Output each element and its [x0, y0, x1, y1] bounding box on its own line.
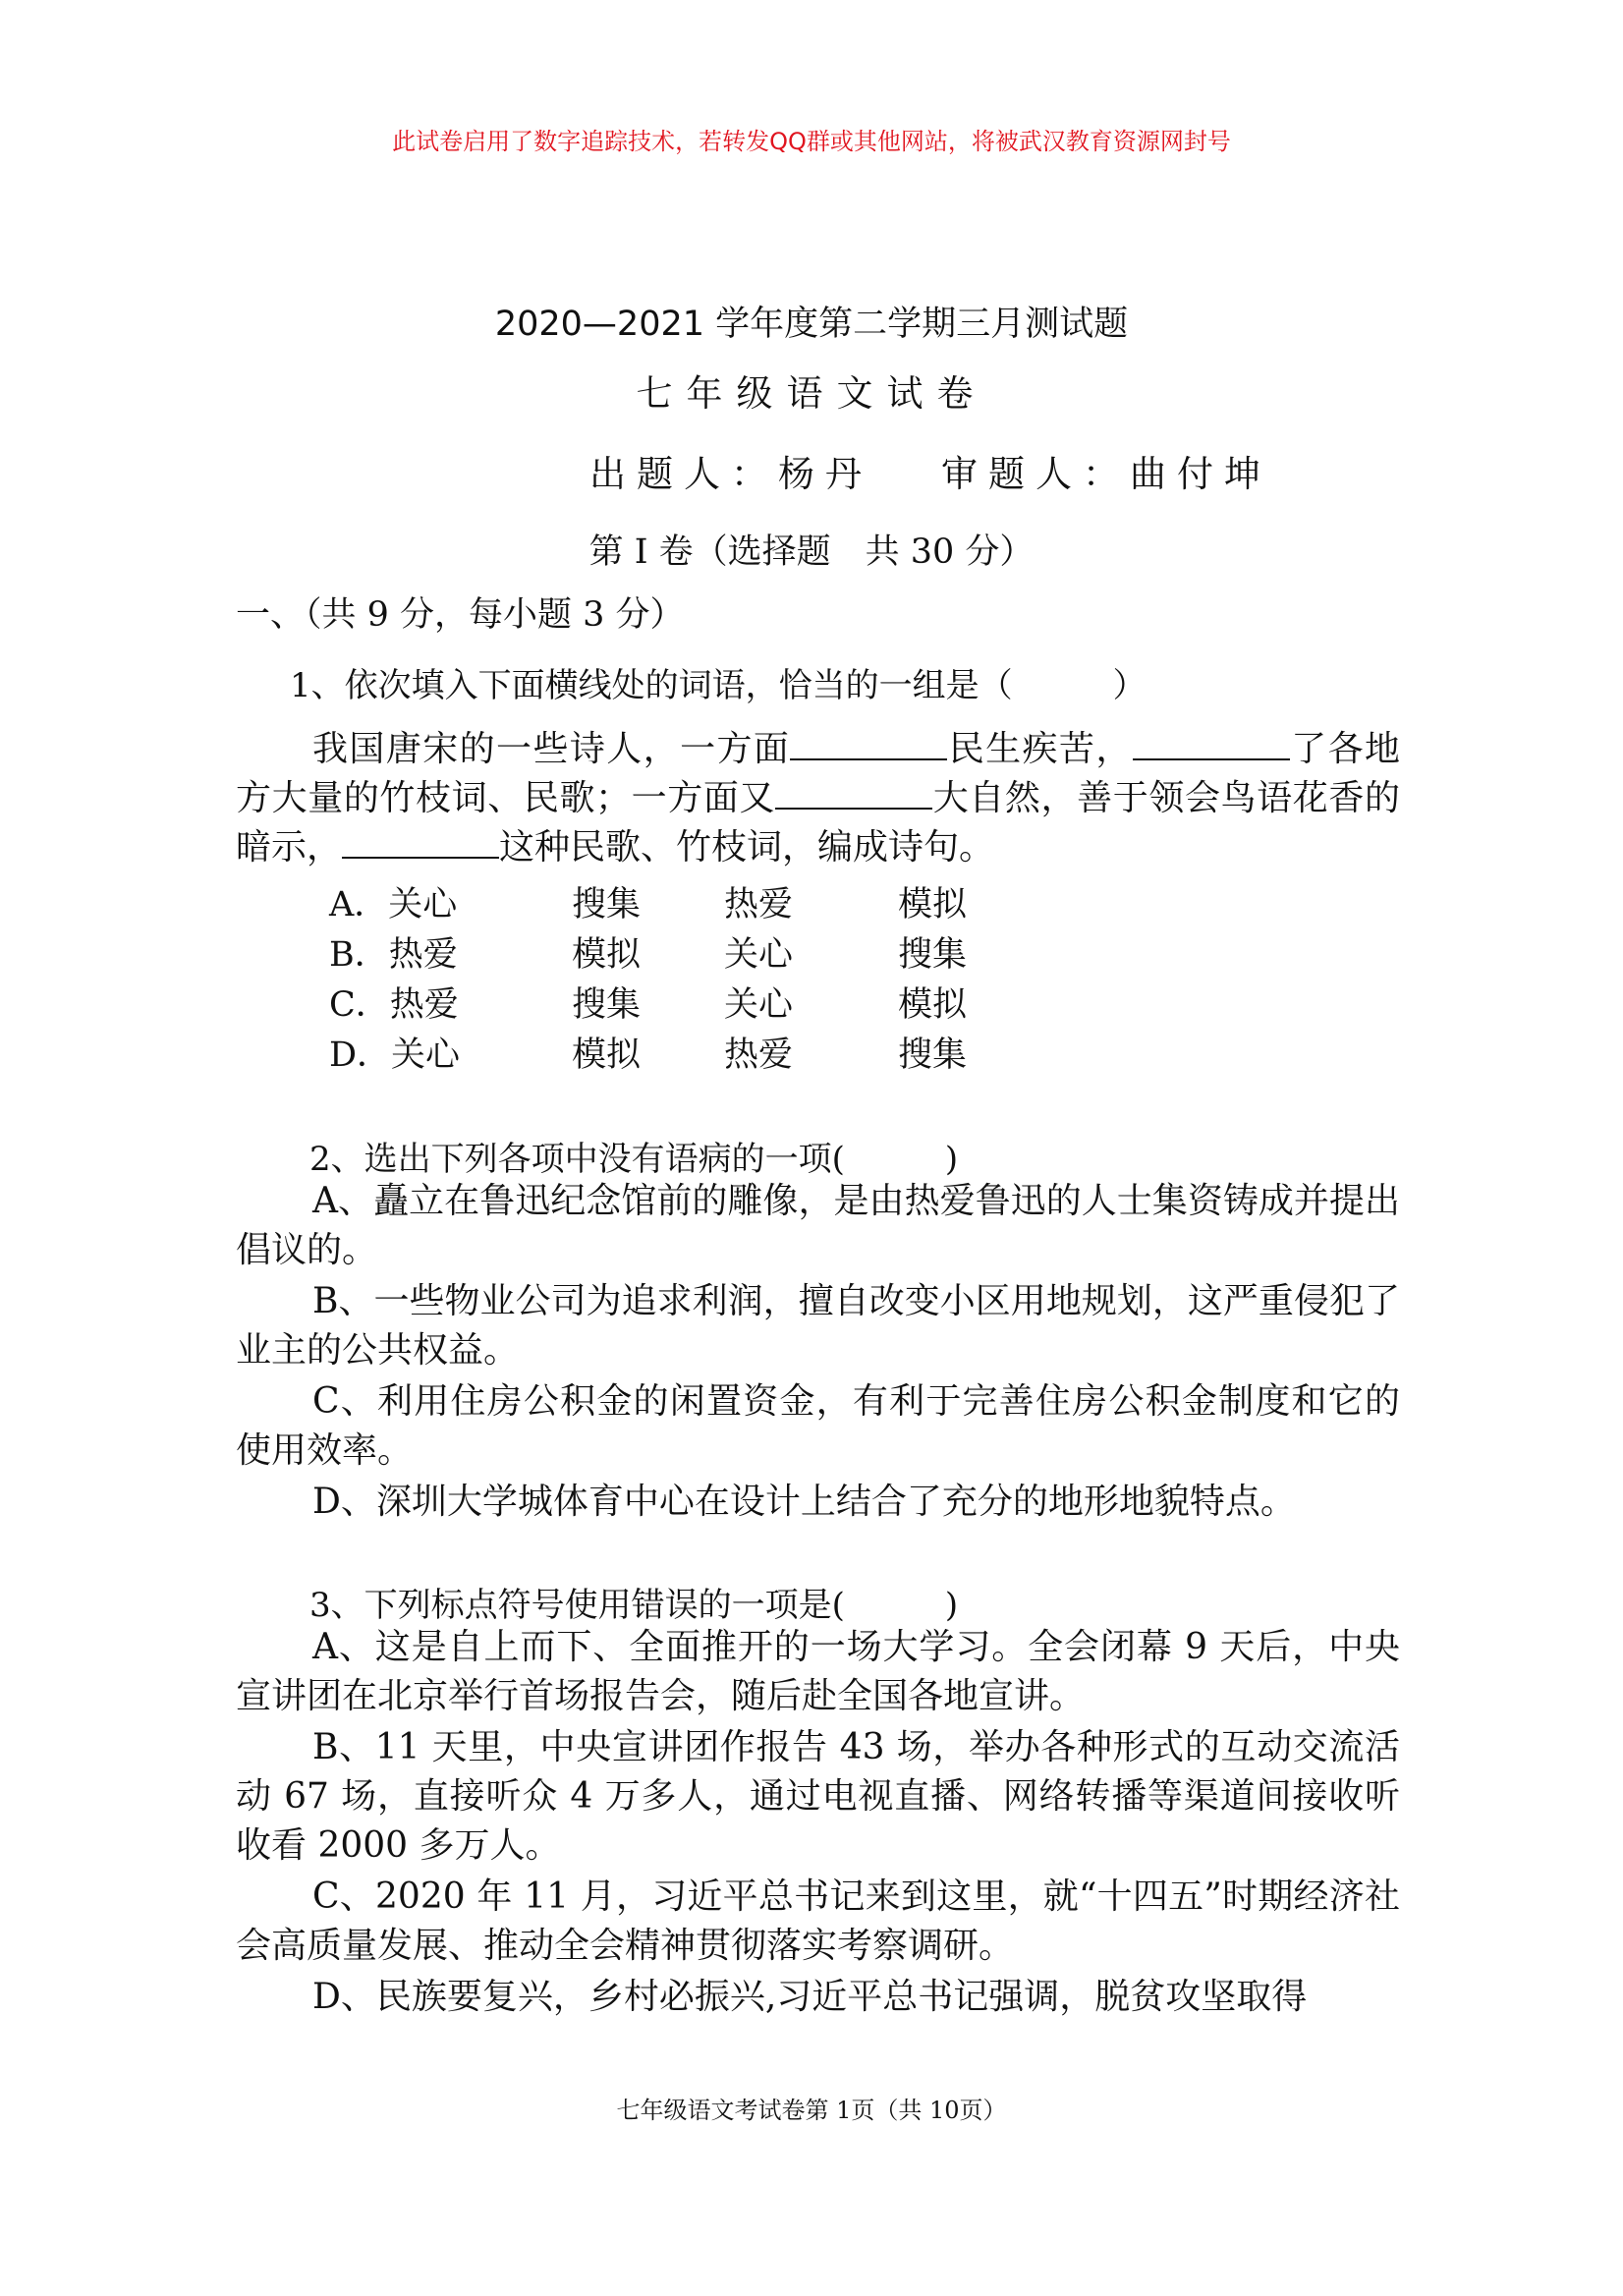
- question-2-option-b: B、一些物业公司为追求利润，擅自改变小区用地规划，这严重侵犯了业主的公共权益。: [236, 1281, 1400, 1371]
- author-label: 出题人：杨丹: [589, 453, 872, 495]
- passage-part-1: 我国唐宋的一些诗人，一方面: [312, 729, 791, 769]
- passage-part-4: 大自然，善于领会鸟语花香的暗示，: [236, 778, 1400, 868]
- part-title: 第 I 卷（选择题 共 30 分）: [588, 532, 1035, 572]
- question-3-option-b: B、11 天里，中央宣讲团作报告 43 场，举办各种形式的互动交流活动 67 场，直接听众 4 万多人，通过电视直播、网络转播等渠道间接收听收看 2000 多万人。: [236, 1727, 1400, 1866]
- question-3-option-d: D、民族要复兴，乡村必振兴,习近平总书记强调，脱贫攻坚取得: [312, 1977, 1308, 2017]
- passage-part-3: 了各地方大量的竹枝词、民歌；一方面又: [236, 729, 1400, 818]
- reviewer-label: 审题人：曲付坤: [941, 453, 1271, 495]
- question-2-option-c: C、利用住房公积金的闲置资金，有利于完善住房公积金制度和它的使用效率。: [236, 1381, 1400, 1471]
- question-3-stem: 3、下列标点符号使用错误的一项是( ): [309, 1586, 959, 1625]
- watermark-notice: 此试卷启用了数字追踪技术，若转发QQ群或其他网站，将被武汉教育资源网封号: [392, 128, 1231, 155]
- exam-title: 2020—2021 学年度第二学期三月测试题: [494, 305, 1129, 344]
- page-footer: 七年级语文考试卷第 1页（共 10页）: [616, 2097, 1007, 2124]
- question-2-stem: 2、选出下列各项中没有语病的一项( ): [309, 1140, 959, 1179]
- question-1-option-c: C．热爱 搜集 关心 模拟: [329, 985, 968, 1025]
- fill-blank: [342, 823, 499, 859]
- fill-blank: [790, 725, 947, 760]
- exam-subtitle: 七年级语文试卷: [636, 372, 987, 415]
- question-1-option-a: A．关心 搜集 热爱 模拟: [329, 885, 968, 924]
- passage-part-5: 这种民歌、竹枝词，编成诗句。: [499, 827, 995, 868]
- section-title: 一、（共 9 分，每小题 3 分）: [236, 595, 685, 635]
- question-3-option-a: A、这是自上而下、全面推开的一场大学习。全会闭幕 9 天后，中央宣讲团在北京举行首场报告会，随后赴全国各地宣讲。: [236, 1627, 1400, 1716]
- question-3-option-c: C、2020 年 11 月，习近平总书记来到这里，就“十四五”时期经济社会高质量发展、推动全会精神贯彻落实考察调研。: [236, 1876, 1400, 1966]
- question-1-option-d: D．关心 模拟 热爱 搜集: [329, 1036, 968, 1075]
- fill-blank: [775, 774, 932, 810]
- question-1-stem: 1、依次填入下面横线处的词语，恰当的一组是（ ）: [290, 666, 1147, 705]
- question-2-option-d: D、深圳大学城体育中心在设计上结合了充分的地形地貌特点。: [312, 1482, 1296, 1522]
- question-2-option-a: A、矗立在鲁迅纪念馆前的雕像，是由热爱鲁迅的人士集资铸成并提出倡议的。: [236, 1181, 1400, 1270]
- question-1-option-b: B．热爱 模拟 关心 搜集: [329, 935, 968, 975]
- fill-blank: [1133, 725, 1290, 760]
- exam-authors: [589, 444, 1271, 497]
- passage-part-2: 民生疾苦，: [947, 729, 1133, 769]
- question-1-passage: [236, 725, 1400, 872]
